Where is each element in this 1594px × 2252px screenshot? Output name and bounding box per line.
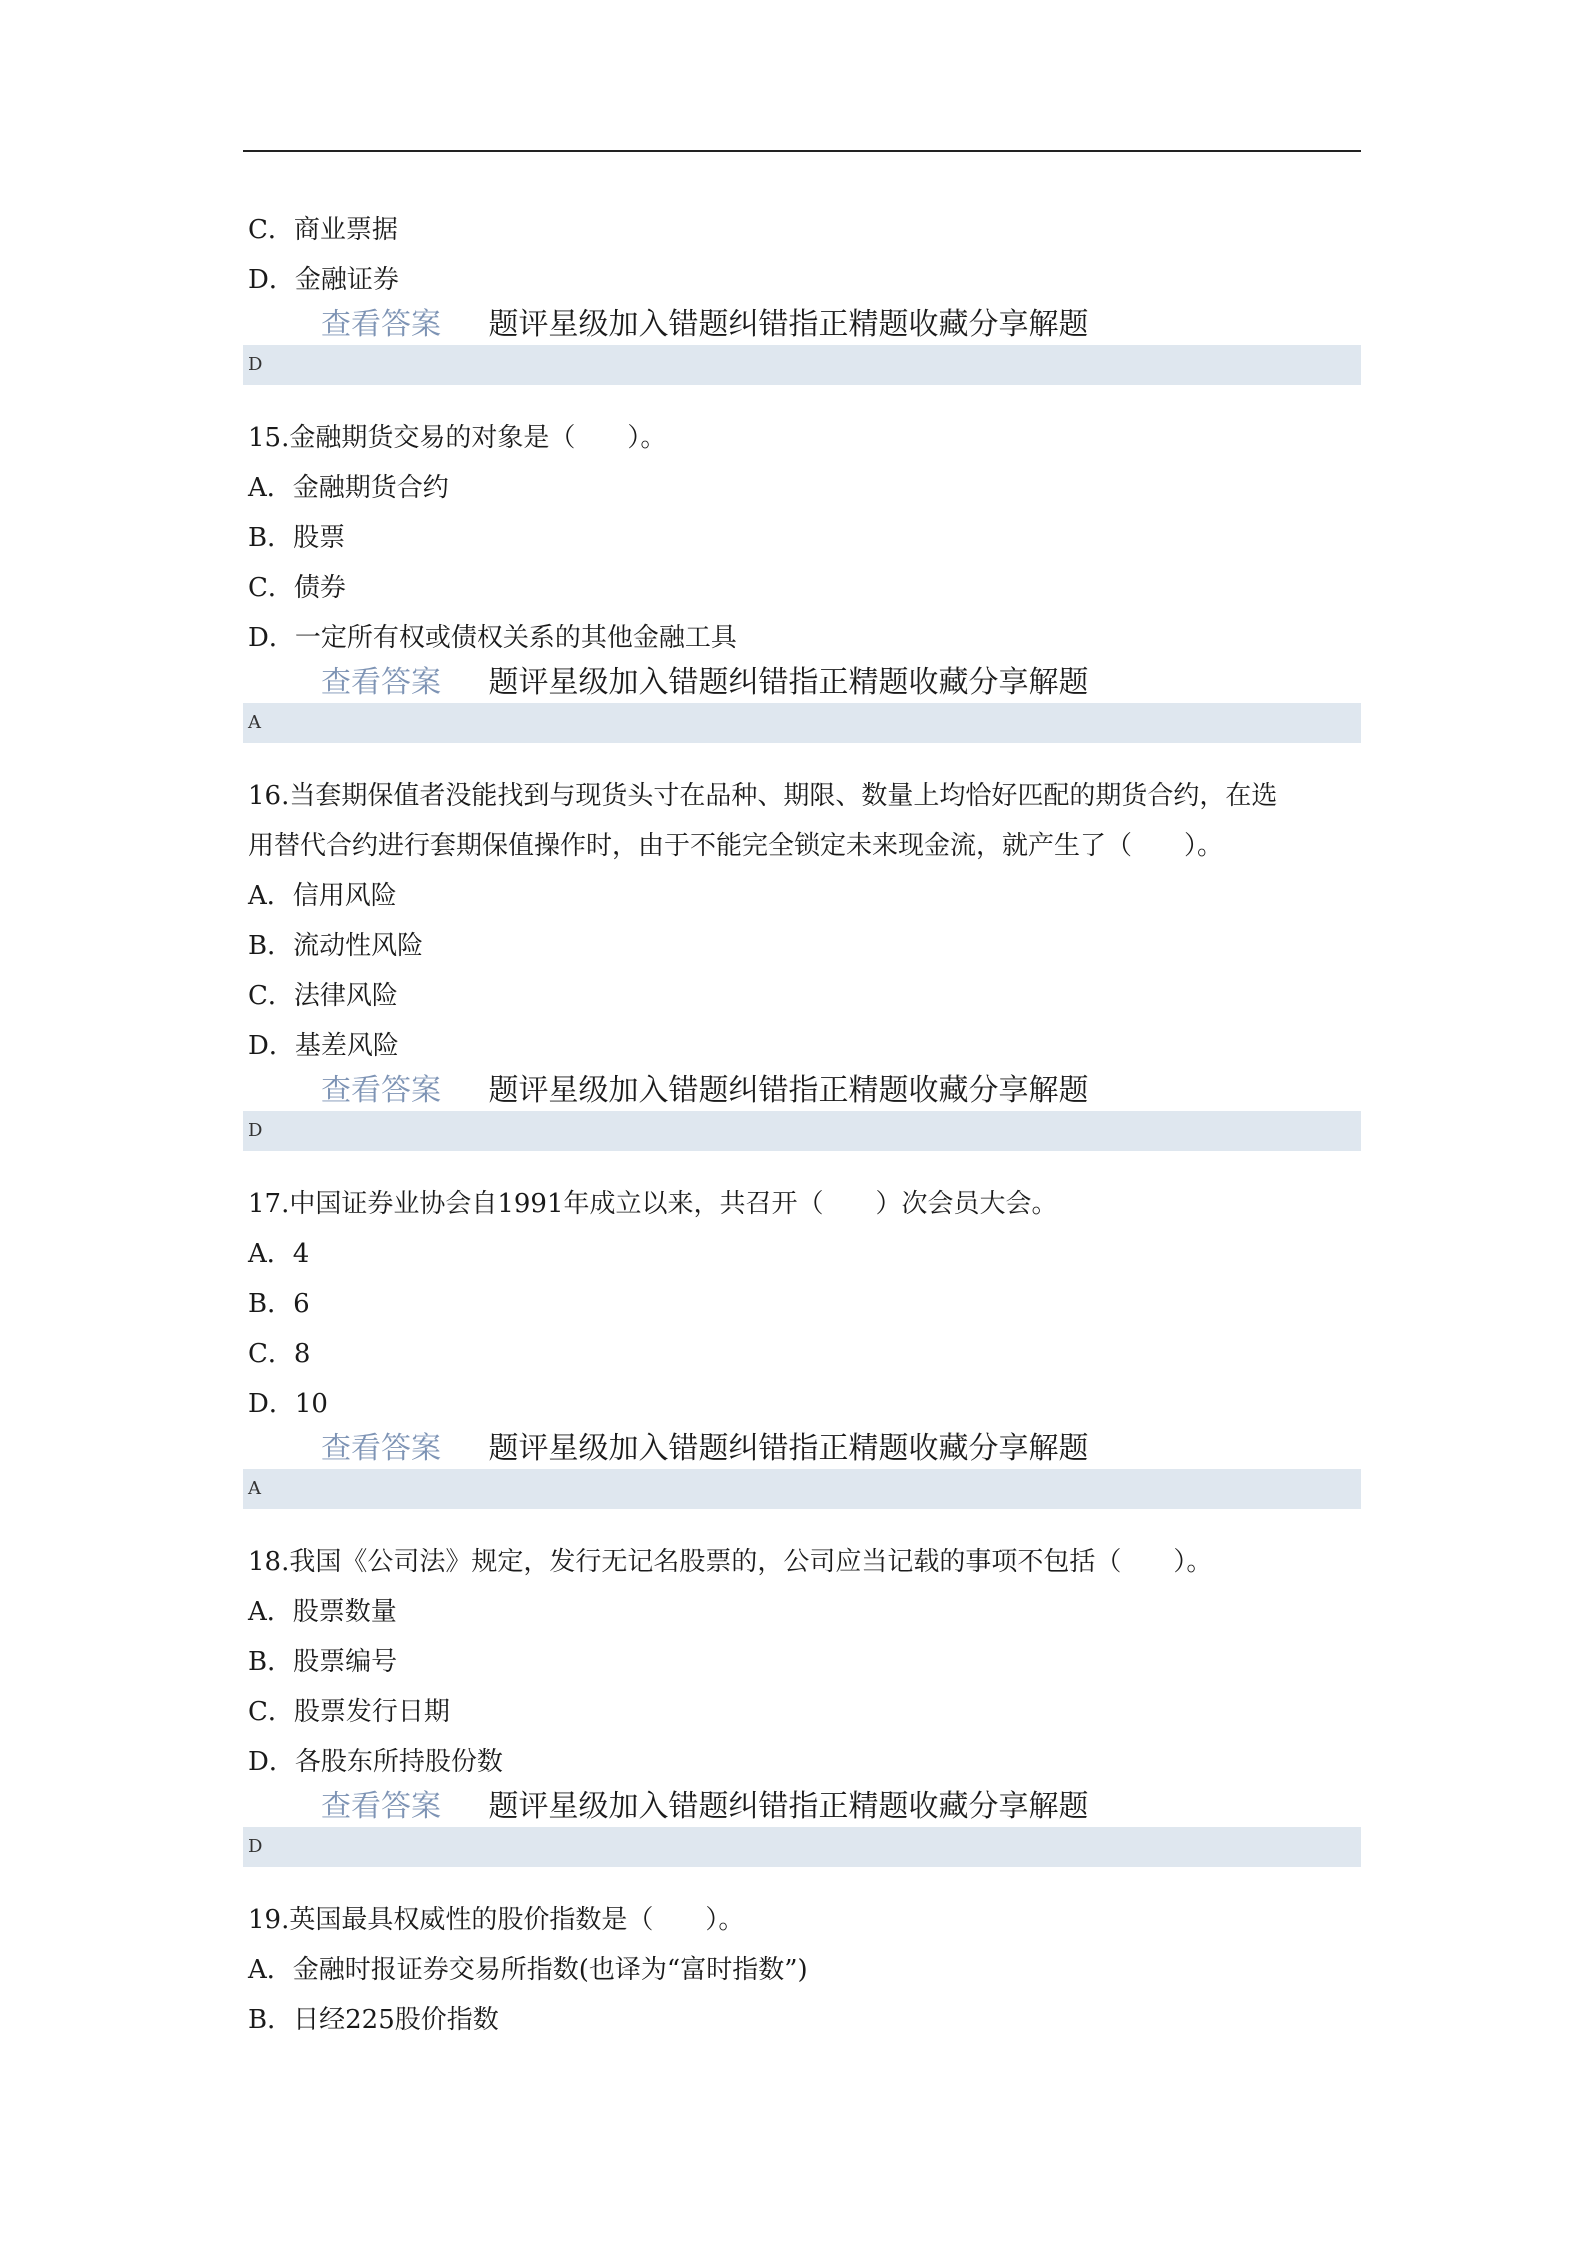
option-a: A．金融时报证券交易所指数(也译为“富时指数”) [248, 1955, 808, 1985]
answer-box: D [243, 1111, 1361, 1151]
question-text: 18.我国《公司法》规定，发行无记名股票的，公司应当记载的事项不包括（ ）。 [248, 1547, 1213, 1577]
option-d: D．10 [248, 1389, 328, 1419]
option-a: A．金融期货合约 [248, 473, 449, 503]
question-19 [243, 1895, 1361, 2045]
question-toolbar [243, 1429, 1361, 1469]
question-tools-links[interactable]: 题评星级加入错题纠错指正精题收藏分享解题 [488, 665, 1089, 700]
option-c: C．法律风险 [248, 981, 398, 1011]
option-a: A．4 [248, 1239, 310, 1269]
option-b: B．6 [248, 1289, 310, 1319]
answer-box: D [243, 345, 1361, 385]
option-c: C．债券 [248, 573, 346, 603]
option-c: C．8 [248, 1339, 311, 1369]
option-b: B．股票 [248, 523, 346, 553]
option-c: C．股票发行日期 [248, 1697, 450, 1727]
question-tools-links[interactable]: 题评星级加入错题纠错指正精题收藏分享解题 [488, 1431, 1089, 1466]
question-tools-links[interactable]: 题评星级加入错题纠错指正精题收藏分享解题 [488, 1073, 1089, 1108]
answer-box: A [243, 1469, 1361, 1509]
question-tools-links[interactable]: 题评星级加入错题纠错指正精题收藏分享解题 [488, 307, 1089, 342]
option-d: D．一定所有权或债权关系的其他金融工具 [248, 623, 737, 653]
question-toolbar [243, 1071, 1361, 1111]
option-b: B．日经225股价指数 [248, 2005, 499, 2035]
answer-box: D [243, 1827, 1361, 1867]
option-a: A．信用风险 [248, 881, 397, 911]
question-toolbar [243, 305, 1361, 345]
view-answer-link[interactable]: 查看答案 [321, 1789, 441, 1824]
question-16 [243, 771, 1361, 1151]
option-b: B．流动性风险 [248, 931, 424, 961]
question-tools-links[interactable]: 题评星级加入错题纠错指正精题收藏分享解题 [488, 1789, 1089, 1824]
view-answer-link[interactable]: 查看答案 [321, 665, 441, 700]
option-d: D．基差风险 [248, 1031, 399, 1061]
option-b: B．股票编号 [248, 1647, 398, 1677]
question-text: 17.中国证券业协会自1991年成立以来，共召开（ ）次会员大会。 [248, 1189, 1058, 1219]
question-17 [243, 1179, 1361, 1509]
question-18 [243, 1537, 1361, 1867]
question-14 [243, 205, 1361, 385]
question-text: 19.英国最具权威性的股价指数是（ ）。 [248, 1905, 745, 1935]
header-rule [243, 150, 1361, 152]
answer-box: A [243, 703, 1361, 743]
question-toolbar [243, 1787, 1361, 1827]
question-text: 15.金融期货交易的对象是（ ）。 [248, 423, 667, 453]
question-toolbar [243, 663, 1361, 703]
view-answer-link[interactable]: 查看答案 [321, 1431, 441, 1466]
view-answer-link[interactable]: 查看答案 [321, 1073, 441, 1108]
question-text-line-1: 16.当套期保值者没能找到与现货头寸在品种、期限、数量上均恰好匹配的期货合约，在选 [248, 781, 1278, 811]
question-text-line-2: 用替代合约进行套期保值操作时，由于不能完全锁定未来现金流，就产生了（ ）。 [248, 831, 1224, 861]
view-answer-link[interactable]: 查看答案 [321, 307, 441, 342]
option-d: D．金融证券 [248, 265, 399, 295]
option-d: D．各股东所持股份数 [248, 1747, 503, 1777]
option-c: C．商业票据 [248, 215, 398, 245]
option-a: A．股票数量 [248, 1597, 397, 1627]
question-list [243, 205, 1361, 2045]
question-15 [243, 413, 1361, 743]
